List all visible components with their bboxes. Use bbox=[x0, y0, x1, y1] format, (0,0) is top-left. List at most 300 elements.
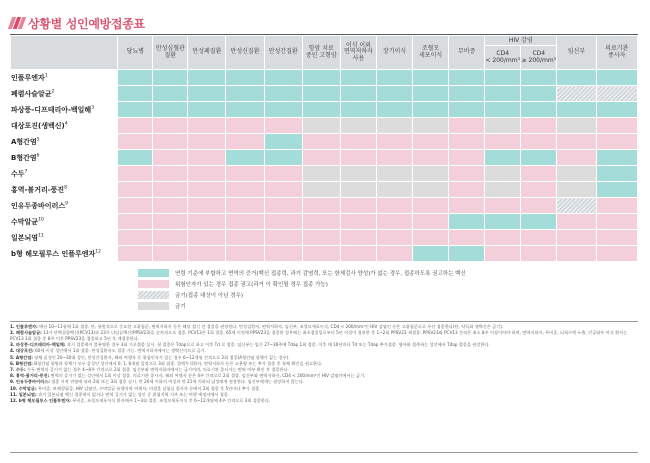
schedule-cell bbox=[376, 182, 412, 198]
column-header: CD4 ≥ 200/mm³ bbox=[521, 46, 557, 70]
schedule-cell bbox=[302, 70, 340, 86]
footnote-title: 폐렴사슬알균: bbox=[15, 330, 42, 336]
vaccine-name-text: 홍역-볼거리-풍진 bbox=[11, 185, 65, 194]
schedule-cell bbox=[376, 150, 412, 166]
schedule-cell bbox=[557, 86, 596, 102]
footnote-text: 무비증, 조혈모세포이식 환자에서 1~3회 접종. 조혈모세포이식 후 6~12개월에 4주 간격으로 3회 접종한다. bbox=[72, 397, 271, 403]
schedule-cell bbox=[485, 166, 521, 182]
footnote-marker: 3 bbox=[91, 105, 95, 111]
schedule-cell bbox=[521, 166, 557, 182]
table-row bbox=[11, 166, 638, 182]
vaccine-name bbox=[11, 182, 118, 198]
schedule-cell bbox=[118, 214, 153, 230]
schedule-cell bbox=[188, 86, 226, 102]
schedule-cell bbox=[302, 134, 340, 150]
footnote-text: 항체 음성인 20~30대 성인, 만성간질환자, 해외 여행자 등 위험인자가 있는 경우 6~12개월 간격으로 2회 접종(A형간염 항체가 없는 경우). bbox=[34, 354, 290, 360]
schedule-cell bbox=[376, 246, 412, 262]
schedule-cell bbox=[340, 166, 376, 182]
schedule-cell bbox=[340, 214, 376, 230]
schedule-cell bbox=[302, 198, 340, 214]
schedule-cell bbox=[118, 86, 153, 102]
schedule-cell bbox=[153, 70, 188, 86]
schedule-cell bbox=[521, 214, 557, 230]
footnote-title: 인플루엔자: bbox=[15, 324, 38, 329]
schedule-cell bbox=[226, 214, 264, 230]
schedule-cell bbox=[485, 70, 521, 86]
footnote-number: 4. bbox=[10, 348, 15, 354]
schedule-cell bbox=[485, 102, 521, 118]
schedule-cell bbox=[596, 70, 637, 86]
column-header: 장기이식 bbox=[376, 36, 412, 70]
schedule-cell bbox=[376, 86, 412, 102]
legend-swatch bbox=[138, 291, 169, 299]
schedule-cell bbox=[264, 86, 302, 102]
schedule-cell bbox=[118, 198, 153, 214]
column-header: 만성심혈관 질환 bbox=[153, 36, 188, 70]
vaccine-name-text: 인플루엔자 bbox=[11, 73, 45, 82]
schedule-cell bbox=[264, 134, 302, 150]
title-stripes-icon bbox=[10, 17, 24, 29]
vaccine-name bbox=[11, 118, 118, 134]
legend bbox=[138, 268, 466, 312]
vaccine-name bbox=[11, 230, 118, 246]
schedule-cell bbox=[188, 150, 226, 166]
schedule-cell bbox=[118, 134, 153, 150]
legend-item bbox=[138, 301, 466, 311]
footnote-marker: 6 bbox=[36, 153, 40, 159]
schedule-cell bbox=[449, 198, 485, 214]
footnote-title: 대상포진: bbox=[15, 348, 34, 354]
footnote-number: 12. bbox=[10, 397, 18, 403]
schedule-cell bbox=[264, 150, 302, 166]
schedule-cell bbox=[376, 102, 412, 118]
column-header: 이식 이외 면역저하자 사용 bbox=[340, 36, 376, 70]
schedule-cell bbox=[449, 102, 485, 118]
vaccine-name bbox=[11, 246, 118, 262]
schedule-cell bbox=[485, 134, 521, 150]
schedule-cell bbox=[485, 86, 521, 102]
footnote-marker: 9 bbox=[65, 201, 68, 207]
schedule-cell bbox=[264, 118, 302, 134]
schedule-cell bbox=[596, 86, 637, 102]
schedule-cell bbox=[485, 182, 521, 198]
footnote-marker: 4 bbox=[64, 121, 68, 127]
column-header: 무비증 bbox=[449, 36, 485, 70]
schedule-cell bbox=[226, 182, 264, 198]
vaccine-name bbox=[11, 214, 118, 230]
column-header: 만성폐질환 bbox=[188, 36, 226, 70]
schedule-cell bbox=[118, 246, 153, 262]
schedule-cell bbox=[557, 230, 596, 246]
schedule-cell bbox=[557, 246, 596, 262]
schedule-cell bbox=[413, 70, 449, 86]
schedule-cell bbox=[188, 102, 226, 118]
schedule-cell bbox=[264, 70, 302, 86]
column-header: CD4 < 200/mm³ bbox=[485, 46, 521, 70]
schedule-cell bbox=[449, 182, 485, 198]
schedule-cell bbox=[449, 86, 485, 102]
schedule-cell bbox=[153, 182, 188, 198]
table-row bbox=[11, 182, 638, 198]
footnote-number: 10. bbox=[10, 385, 18, 391]
schedule-cell bbox=[264, 182, 302, 198]
footnote-marker: 11 bbox=[38, 233, 44, 239]
footnote-marker: 5 bbox=[36, 137, 40, 143]
schedule-cell bbox=[596, 118, 637, 134]
footnote bbox=[10, 355, 638, 361]
vaccine-name-text: 수막알균 bbox=[11, 217, 39, 226]
footnote-text: B형간염 항원과 항체가 모두 음성인 성인에서 0, 1, 6개월 일정으로 3회 접종. 혈액투석환자, 면역저하자 등은 고용량 또는 추가 접종 후 항체 확인을 권고한다. bbox=[34, 360, 323, 366]
footnote-number: 5. bbox=[10, 354, 15, 360]
schedule-cell bbox=[153, 230, 188, 246]
column-header: 의료기관 종사자 bbox=[596, 36, 637, 70]
schedule-cell bbox=[188, 166, 226, 182]
schedule-cell bbox=[264, 166, 302, 182]
footnote-text: 과거 접종력이 불분명한 경우 3회 기초접종 실시. 첫 접종은 Tdap으로 하고 이후 Td 로 접종. 임신부는 임신 27~36주에 Tdap 1회 접종. 이후 매 10년마다 Td 또는 Tdap 추가접종. 영아와 접촉하는 성인에서 Tdap 접종을 권장한다. bbox=[66, 342, 490, 348]
schedule-cell bbox=[521, 134, 557, 150]
schedule-cell bbox=[557, 214, 596, 230]
schedule-cell bbox=[596, 134, 637, 150]
schedule-cell bbox=[376, 166, 412, 182]
column-header: 임신부 bbox=[557, 36, 596, 70]
vaccine-name-text: 일본뇌염 bbox=[11, 233, 39, 242]
schedule-cell bbox=[226, 198, 264, 214]
schedule-cell bbox=[340, 230, 376, 246]
schedule-cell bbox=[376, 134, 412, 150]
schedule-cell bbox=[302, 150, 340, 166]
schedule-cell bbox=[521, 150, 557, 166]
schedule-cell bbox=[153, 166, 188, 182]
vaccine-name-text: 수두 bbox=[11, 169, 25, 178]
footnote-marker: 12 bbox=[95, 249, 102, 255]
schedule-cell bbox=[413, 102, 449, 118]
schedule-cell bbox=[521, 118, 557, 134]
footnote bbox=[10, 398, 638, 404]
schedule-cell bbox=[596, 150, 637, 166]
schedule-cell bbox=[521, 182, 557, 198]
schedule-cell bbox=[153, 102, 188, 118]
schedule-cell bbox=[413, 246, 449, 262]
schedule-cell bbox=[521, 246, 557, 262]
footnote-number: 8. bbox=[10, 373, 15, 379]
schedule-cell bbox=[485, 246, 521, 262]
schedule-cell bbox=[118, 182, 153, 198]
vaccine-name-text: 파상풍-디프테리아-백일해 bbox=[11, 105, 92, 114]
footnote bbox=[10, 330, 638, 341]
schedule-cell bbox=[226, 118, 264, 134]
footnote bbox=[10, 348, 638, 354]
title-row bbox=[10, 10, 145, 36]
legend-item bbox=[138, 268, 466, 278]
vaccine-name bbox=[11, 134, 118, 150]
schedule-cell bbox=[521, 102, 557, 118]
schedule-cell bbox=[557, 198, 596, 214]
schedule-cell bbox=[340, 102, 376, 118]
schedule-cell bbox=[413, 214, 449, 230]
schedule-cell bbox=[557, 102, 596, 118]
schedule-cell bbox=[264, 246, 302, 262]
footnote-text: 과거 일본뇌염 백신 접종력이 없거나 면역 증거가 없는 성인 중 위험지역 거주 또는 여행 예정자에서 접종. bbox=[37, 391, 230, 397]
footnote-text: 13가 단백결합백신(PCV13)과 23가 다당류백신(PPSV23)을 순차적으로 접종. PCV13은 1회 접종, 65세 이전에 PPSV23을 접종한 경우에는 최초접종일로부터 5년 이상이 경과한 후 1~2회 PPSV23 재접종. PPSV23와 PCV13 간격은 최소 8주 이상이어야 하며, 면역저하자, 무비증, 뇌척수액 누출, 인공와우 이식 환자는 PCV13 1회 접종 후 8주 이후 PPSV23을 접종하고 5년 후 재접종한다. bbox=[10, 330, 628, 341]
schedule-cell bbox=[302, 182, 340, 198]
column-header: 만성간질환 bbox=[264, 36, 302, 70]
schedule-cell bbox=[413, 150, 449, 166]
schedule-cell bbox=[521, 70, 557, 86]
legend-swatch bbox=[138, 269, 169, 277]
footnote bbox=[10, 373, 638, 379]
schedule-cell bbox=[557, 182, 596, 198]
schedule-cell bbox=[340, 150, 376, 166]
schedule-cell bbox=[557, 70, 596, 86]
footnote-text: 매년 10~11월에 1회 접종. 단, 항원적으로 중요한 고위험군, 면역저하자 등은 해당 절기 전 접종을 권장한다. 만성질환자, 면역저하자, 임신부, 조혈모세포이식, CD4 < 200/mm³인 HIV 감염인 등은 고위험군으로 우선 접종한다(단, 약독화 생백신은 금기). bbox=[39, 324, 504, 329]
legend-text: 금기 bbox=[175, 304, 186, 310]
schedule-cell bbox=[302, 166, 340, 182]
column-group-hiv: HIV 감염 bbox=[485, 36, 557, 46]
vaccine-name-text: 인유두종바이러스 bbox=[11, 201, 66, 210]
schedule-cell bbox=[226, 230, 264, 246]
schedule-cell bbox=[226, 150, 264, 166]
vaccine-name-text: B형간염 bbox=[11, 153, 37, 162]
schedule-cell bbox=[376, 198, 412, 214]
footnote-marker: 8 bbox=[64, 185, 68, 191]
schedule-cell bbox=[153, 118, 188, 134]
schedule-cell bbox=[485, 230, 521, 246]
schedule-cell bbox=[302, 118, 340, 134]
schedule-cell bbox=[413, 86, 449, 102]
schedule-cell bbox=[226, 70, 264, 86]
schedule-cell bbox=[264, 214, 302, 230]
vaccine-name bbox=[11, 70, 118, 86]
footnote-text: 60세 이상 성인에서 1회 접종. 만성질환자도 접종 가능. 면역저하자에서는 생백신이므로 금기. bbox=[35, 348, 206, 354]
footnote-text: 접종 시작 연령에 따라 2회 또는 3회 접종 실시. 만 26세 이하의 여성과 만 21세 이하의 남성에게 권장한다. 임신부에게는 권장하지 않는다. bbox=[51, 379, 305, 385]
schedule-cell bbox=[485, 150, 521, 166]
schedule-cell bbox=[449, 134, 485, 150]
schedule-cell bbox=[153, 150, 188, 166]
schedule-cell bbox=[521, 86, 557, 102]
schedule-cell bbox=[188, 182, 226, 198]
schedule-cell bbox=[449, 230, 485, 246]
schedule-cell bbox=[226, 246, 264, 262]
schedule-cell bbox=[596, 214, 637, 230]
footnote-title: 일본뇌염: bbox=[18, 391, 37, 397]
page-title: 상황별 성인예방접종표 bbox=[28, 16, 145, 31]
legend-item bbox=[138, 279, 466, 289]
schedule-cell bbox=[340, 182, 376, 198]
schedule-cell bbox=[302, 214, 340, 230]
table-row bbox=[11, 118, 638, 134]
footnote-title: A형간염: bbox=[15, 354, 33, 360]
schedule-cell bbox=[264, 230, 302, 246]
footnote-title: 인유두종바이러스: bbox=[15, 379, 50, 385]
schedule-cell bbox=[557, 150, 596, 166]
schedule-cell bbox=[340, 118, 376, 134]
vaccine-name-text: A형간염 bbox=[11, 137, 37, 146]
schedule-cell bbox=[188, 70, 226, 86]
schedule-cell bbox=[413, 230, 449, 246]
vaccine-name bbox=[11, 86, 118, 102]
table-row bbox=[11, 86, 638, 102]
footnote-number: 3. bbox=[10, 342, 15, 348]
schedule-cell bbox=[264, 198, 302, 214]
footnote-text: 무비증, 보체결핍증, HIV 감염인, 수막알균 유행지역 여행자, 미생물 실험실 종사자 등에서 2회 접종 후 5년마다 추가 접종. bbox=[37, 385, 261, 391]
footnotes bbox=[10, 324, 638, 404]
table-row bbox=[11, 214, 638, 230]
schedule-cell bbox=[413, 134, 449, 150]
schedule-cell bbox=[485, 198, 521, 214]
footnote-marker: 7 bbox=[24, 169, 28, 175]
column-header: 조혈모 세포이식 bbox=[413, 36, 449, 70]
footnote-title: 수막알균: bbox=[18, 385, 37, 391]
schedule-cell bbox=[340, 86, 376, 102]
schedule-cell bbox=[485, 214, 521, 230]
schedule-cell bbox=[340, 246, 376, 262]
schedule-cell bbox=[449, 70, 485, 86]
schedule-cell bbox=[376, 70, 412, 86]
table-row bbox=[11, 70, 638, 86]
table-row bbox=[11, 246, 638, 262]
schedule-cell bbox=[188, 198, 226, 214]
footnote bbox=[10, 379, 638, 385]
schedule-cell bbox=[557, 118, 596, 134]
footnote bbox=[10, 367, 638, 373]
schedule-cell bbox=[376, 214, 412, 230]
footnote-text: 수두 면역의 증거가 없는 경우 4~8주 간격으로 2회 접종. 임신부와 면역저하자에서는 금기이며, 의료기관 종사자는 면역 여부 확인 후 접종한다. bbox=[26, 366, 289, 372]
schedule-cell bbox=[226, 102, 264, 118]
schedule-cell bbox=[153, 214, 188, 230]
vaccine-name-text: 대상포진(생백신) bbox=[11, 121, 65, 130]
schedule-cell bbox=[596, 102, 637, 118]
footnote-title: b형 헤모필루스 인플루엔자: bbox=[18, 397, 71, 403]
schedule-cell bbox=[188, 214, 226, 230]
vaccine-name bbox=[11, 150, 118, 166]
schedule-cell bbox=[118, 150, 153, 166]
schedule-cell bbox=[340, 198, 376, 214]
legend-item bbox=[138, 290, 466, 300]
footnote-number: 2. bbox=[10, 330, 15, 336]
footnote-title: 홍역-볼거리-풍진: bbox=[15, 373, 50, 379]
schedule-cell bbox=[413, 166, 449, 182]
schedule-cell bbox=[596, 182, 637, 198]
table-row bbox=[11, 198, 638, 214]
schedule-cell bbox=[302, 246, 340, 262]
footnote-marker: 1 bbox=[44, 73, 48, 79]
schedule-cell bbox=[153, 134, 188, 150]
schedule-cell bbox=[376, 118, 412, 134]
notes-bottom-rule bbox=[10, 452, 638, 453]
vaccine-name-text: b형 헤모필루스 인플루엔자 bbox=[11, 249, 96, 258]
footnote-title: B형간염: bbox=[15, 360, 33, 366]
schedule-cell bbox=[188, 246, 226, 262]
schedule-cell bbox=[449, 150, 485, 166]
schedule-cell bbox=[188, 134, 226, 150]
footnote bbox=[10, 324, 638, 330]
schedule-cell bbox=[557, 134, 596, 150]
footnote bbox=[10, 386, 638, 392]
column-header: 만성신질환 bbox=[226, 36, 264, 70]
table-corner bbox=[11, 36, 118, 70]
footnote-title: 수두: bbox=[15, 366, 26, 372]
schedule-cell bbox=[413, 118, 449, 134]
schedule-cell bbox=[188, 230, 226, 246]
schedule-cell bbox=[118, 70, 153, 86]
legend-text: 위험인자가 있는 경우 접종 권고(과거 이 확인될 경우 접종 가능) bbox=[175, 282, 328, 288]
schedule-cell bbox=[340, 134, 376, 150]
schedule-cell bbox=[449, 118, 485, 134]
schedule-cell bbox=[302, 86, 340, 102]
vaccine-name-text: 폐렴사슬알균 bbox=[11, 89, 52, 98]
schedule-cell bbox=[485, 118, 521, 134]
table-row bbox=[11, 230, 638, 246]
table-row bbox=[11, 134, 638, 150]
footnote-number: 6. bbox=[10, 360, 15, 366]
schedule-cell bbox=[449, 214, 485, 230]
footnote-number: 11. bbox=[10, 391, 18, 397]
footnote-marker: 2 bbox=[51, 89, 55, 95]
table-row bbox=[11, 102, 638, 118]
schedule-cell bbox=[413, 182, 449, 198]
schedule-cell bbox=[226, 134, 264, 150]
schedule-cell bbox=[118, 230, 153, 246]
table-row bbox=[11, 150, 638, 166]
schedule-cell bbox=[226, 166, 264, 182]
footnote bbox=[10, 392, 638, 398]
schedule-cell bbox=[413, 198, 449, 214]
schedule-cell bbox=[302, 230, 340, 246]
schedule-cell bbox=[557, 166, 596, 182]
schedule-cell bbox=[153, 246, 188, 262]
schedule-cell bbox=[449, 246, 485, 262]
vaccination-table bbox=[10, 35, 638, 262]
schedule-cell bbox=[226, 86, 264, 102]
schedule-cell bbox=[264, 102, 302, 118]
schedule-cell bbox=[340, 70, 376, 86]
schedule-cell bbox=[376, 230, 412, 246]
schedule-cell bbox=[596, 166, 637, 182]
legend-swatch bbox=[138, 280, 169, 288]
schedule-cell bbox=[153, 198, 188, 214]
column-header: 당뇨병 bbox=[118, 36, 153, 70]
legend-swatch bbox=[138, 302, 169, 310]
schedule-cell bbox=[118, 118, 153, 134]
footnote-marker: 10 bbox=[38, 217, 44, 223]
legend-text: 연령 기준에 부합하고 면역의 증거(백신 접종력, 과거 감염력, 또는 항체검사 양성)가 없는 경우, 접종하도록 권고하는 백신 bbox=[175, 271, 466, 277]
schedule-cell bbox=[118, 166, 153, 182]
schedule-cell bbox=[302, 102, 340, 118]
schedule-cell bbox=[596, 246, 637, 262]
vaccine-name bbox=[11, 166, 118, 182]
footnote-title: 파상풍-디프테리아-백일해: bbox=[15, 342, 66, 348]
column-header: 항암 치료 중인 고형암 bbox=[302, 36, 340, 70]
schedule-cell bbox=[153, 86, 188, 102]
footnote-number: 9. bbox=[10, 379, 15, 385]
schedule-cell bbox=[521, 198, 557, 214]
schedule-cell bbox=[188, 118, 226, 134]
footnote-number: 1. bbox=[10, 324, 15, 329]
schedule-cell bbox=[596, 230, 637, 246]
footnote-text: 면역의 증거가 없는 성인에서 1회 이상 접종. 의료기관 종사자, 해외 여행자 등은 4주 간격으로 2회 접종. 임신부와 면역저하자, CD4 < 200/mm³인 HIV 감염인에서는 금기. bbox=[50, 373, 366, 379]
footnote-number: 7. bbox=[10, 366, 15, 372]
notes-rule bbox=[10, 321, 638, 322]
schedule-cell bbox=[521, 230, 557, 246]
legend-text: 금기(접종 대상이 아닌 경우) bbox=[175, 293, 243, 299]
footnote bbox=[10, 342, 638, 348]
footnote bbox=[10, 361, 638, 367]
vaccine-name bbox=[11, 198, 118, 214]
schedule-cell bbox=[596, 198, 637, 214]
vaccine-name bbox=[11, 102, 118, 118]
schedule-cell bbox=[118, 102, 153, 118]
schedule-cell bbox=[449, 166, 485, 182]
